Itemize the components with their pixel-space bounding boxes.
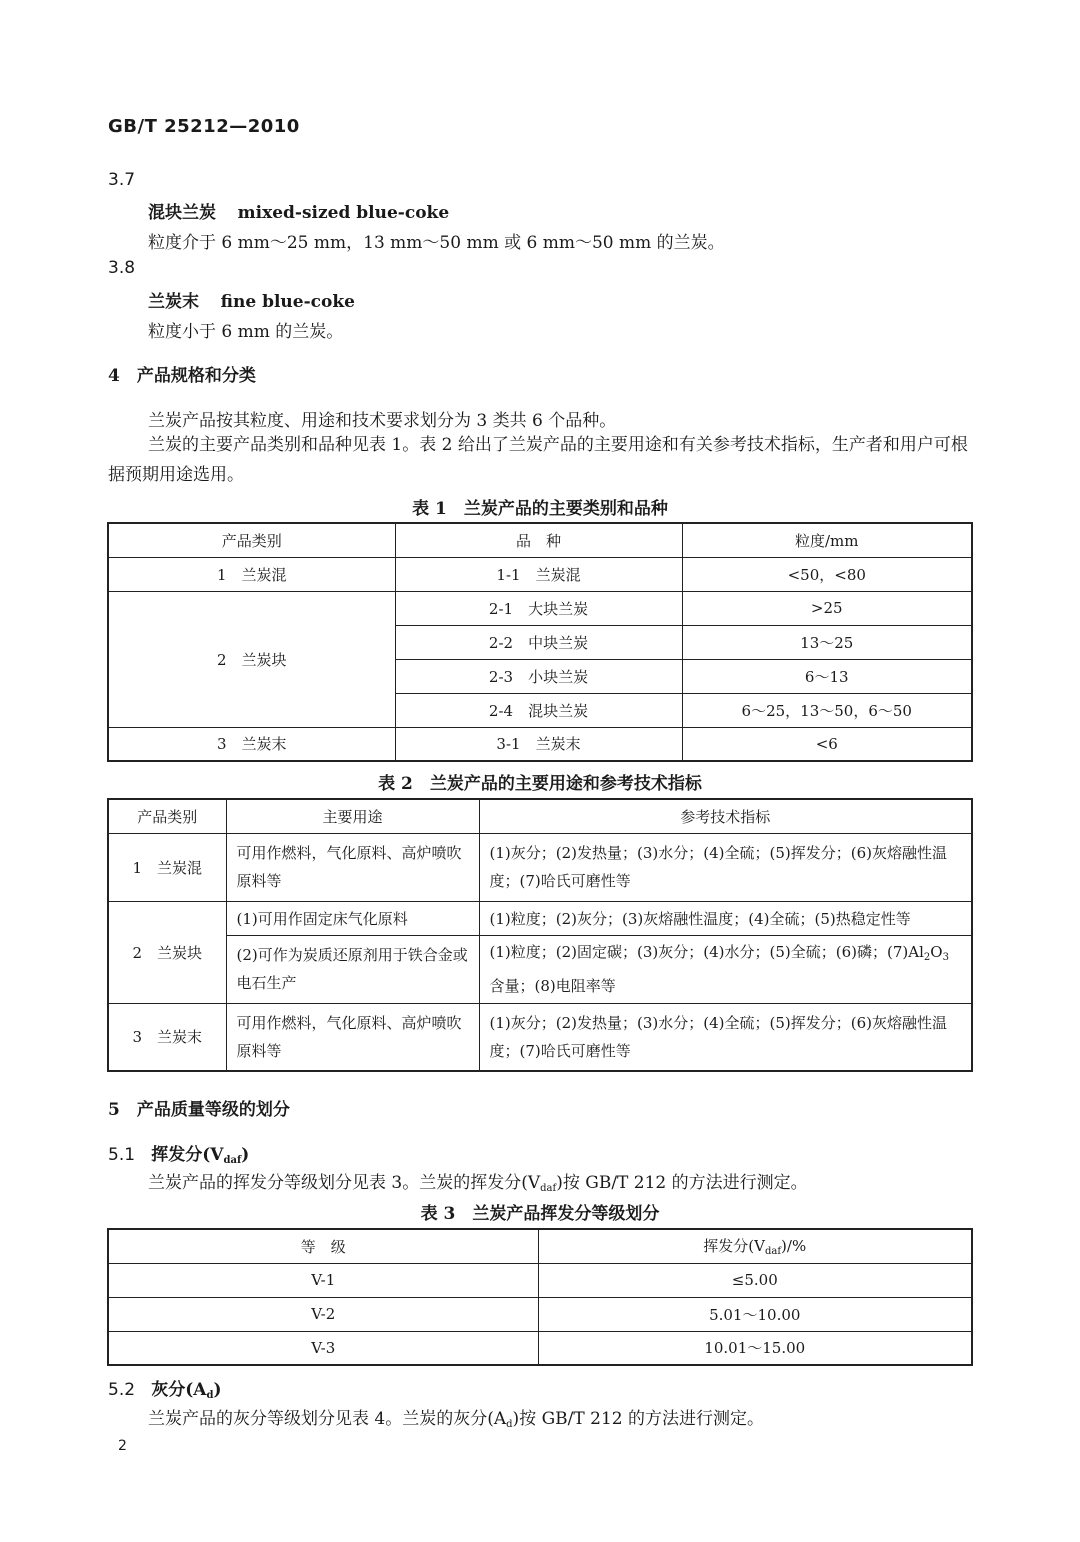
term-3-7: [148, 198, 449, 223]
grade-cell: V-1: [108, 1263, 538, 1297]
section-5-heading: 5 产品质量等级的划分: [108, 1100, 290, 1120]
subscript: 3: [942, 952, 949, 963]
subscript: 2: [923, 952, 931, 963]
use-cell: (1)可用作固定床气化原料: [226, 901, 479, 935]
size-cell: <6: [682, 727, 972, 761]
clause-5-2-text: [148, 1404, 764, 1430]
table-header-row: [108, 523, 972, 557]
subscript: daf: [223, 1155, 242, 1166]
header-text: )/%: [781, 1237, 807, 1256]
indicator-text: (1)粒度；(2)固定碳；(3)灰分；(4)水分；(5)全硫；(6)磷；(7)Al: [489, 943, 924, 961]
term-3-8: [148, 287, 355, 312]
header-cell: 主要用途: [226, 799, 479, 833]
value-cell: 5.01～10.00: [538, 1297, 972, 1331]
size-cell: <50，<80: [682, 557, 972, 591]
grade-cell: V-3: [108, 1331, 538, 1365]
category-cell: 1 兰炭混: [108, 833, 226, 901]
clause-5-2-heading: [108, 1375, 222, 1401]
clause-5-1-heading: [108, 1140, 249, 1166]
definition-3-7: 粒度介于 6 mm～25 mm，13 mm～50 mm 或 6 mm～50 mm 的兰炭。: [148, 233, 725, 253]
variety-cell: 2-2 中块兰炭: [395, 625, 682, 659]
table-3-caption: 表 3 兰炭产品挥发分等级划分: [420, 1204, 660, 1224]
header-cell: 粒度/mm: [682, 523, 972, 557]
clause-title: 挥发分(V: [151, 1145, 224, 1165]
indicator-text: 含量；(8)电阻率等: [489, 977, 616, 995]
section-4-paragraph-2: 兰炭的主要产品类别和品种见表 1。表 2 给出了兰炭产品的主要用途和有关参考技术指标，生产者和用户可根据预期用途选用。: [108, 435, 968, 485]
category-cell: 3 兰炭末: [108, 1003, 226, 1071]
header-text: 挥发分(V: [703, 1237, 765, 1256]
grade-cell: V-2: [108, 1297, 538, 1331]
clause-title: ): [241, 1145, 250, 1165]
size-cell: >25: [682, 591, 972, 625]
page-number: 2: [118, 1438, 127, 1454]
table-row: [108, 727, 972, 761]
category-cell: 1 兰炭混: [108, 557, 395, 591]
table-2: [107, 798, 973, 1072]
table-row: [108, 935, 972, 1003]
definition-3-8: 粒度小于 6 mm 的兰炭。: [148, 322, 344, 342]
header-cell: 等 级: [108, 1229, 538, 1263]
use-cell: 可用作燃料，气化原料、高炉喷吹原料等: [226, 833, 479, 901]
table-row: [108, 557, 972, 591]
table-1-caption: 表 1 兰炭产品的主要类别和品种: [412, 499, 668, 519]
section-4-heading: 4 产品规格和分类: [108, 366, 256, 386]
clause-text: )按 GB/T 212 的方法进行测定。: [512, 1409, 764, 1429]
clause-title: 灰分(A: [151, 1380, 207, 1400]
clause-number-3-8: 3.8: [108, 258, 136, 278]
header-cell: 产品类别: [108, 799, 226, 833]
table-header-row: [108, 799, 972, 833]
indicator-cell: (1)灰分；(2)发热量；(3)水分；(4)全硫；(5)挥发分；(6)灰熔融性温度；(7)哈氏可磨性等: [479, 1003, 972, 1071]
variety-cell: 2-4 混块兰炭: [395, 693, 682, 727]
standard-number: GB/T 25212—2010: [108, 116, 300, 137]
value-cell: ≤5.00: [538, 1263, 972, 1297]
section-4-paragraph-1: 兰炭产品按其粒度、用途和技术要求划分为 3 类共 6 个品种。: [148, 411, 617, 431]
variety-cell: 2-3 小块兰炭: [395, 659, 682, 693]
header-cell: 产品类别: [108, 523, 395, 557]
table-1: [107, 522, 973, 762]
indicator-cell: (1)粒度；(2)灰分；(3)灰熔融性温度；(4)全硫；(5)热稳定性等: [479, 901, 972, 935]
value-cell: 10.01～15.00: [538, 1331, 972, 1365]
size-cell: 6～13: [682, 659, 972, 693]
header-cell: [538, 1229, 972, 1263]
category-cell: 2 兰炭块: [108, 901, 226, 1003]
term-en: fine blue-coke: [220, 292, 355, 312]
table-row: [108, 1263, 972, 1297]
table-header-row: [108, 1229, 972, 1263]
indicator-cell: [479, 935, 972, 1003]
clause-number: 5.2: [108, 1380, 136, 1400]
table-row: [108, 1297, 972, 1331]
indicator-cell: (1)灰分；(2)发热量；(3)水分；(4)全硫；(5)挥发分；(6)灰熔融性温度；(7)哈氏可磨性等: [479, 833, 972, 901]
subscript: d: [206, 1390, 214, 1401]
term-en: mixed-sized blue-coke: [237, 203, 450, 223]
clause-title: ): [213, 1380, 222, 1400]
variety-cell: 2-1 大块兰炭: [395, 591, 682, 625]
table-2-caption: 表 2 兰炭产品的主要用途和参考技术指标: [378, 774, 702, 794]
category-cell: 3 兰炭末: [108, 727, 395, 761]
subscript: daf: [540, 1183, 557, 1194]
use-cell: 可用作燃料，气化原料、高炉喷吹原料等: [226, 1003, 479, 1071]
header-cell: 参考技术指标: [479, 799, 972, 833]
clause-number-3-7: 3.7: [108, 170, 136, 190]
size-cell: 6～25，13～50，6～50: [682, 693, 972, 727]
indicator-text: O: [930, 943, 943, 961]
term-cn: 混块兰炭: [148, 203, 216, 223]
size-cell: 13～25: [682, 625, 972, 659]
table-row: [108, 1003, 972, 1071]
clause-5-1-text: [148, 1168, 808, 1194]
clause-number: 5.1: [108, 1145, 136, 1165]
clause-text: 兰炭产品的挥发分等级划分见表 3。兰炭的挥发分(V: [148, 1173, 541, 1193]
variety-cell: 1-1 兰炭混: [395, 557, 682, 591]
table-row: [108, 1331, 972, 1365]
subscript: daf: [764, 1246, 782, 1258]
header-cell: 品 种: [395, 523, 682, 557]
variety-cell: 3-1 兰炭末: [395, 727, 682, 761]
clause-text: )按 GB/T 212 的方法进行测定。: [556, 1173, 808, 1193]
table-row: [108, 833, 972, 901]
table-row: [108, 901, 972, 935]
use-cell: (2)可作为炭质还原剂用于铁合金或电石生产: [226, 935, 479, 1003]
category-cell: 2 兰炭块: [108, 591, 395, 727]
term-cn: 兰炭末: [148, 292, 199, 312]
subscript: d: [506, 1419, 513, 1430]
clause-text: 兰炭产品的灰分等级划分见表 4。兰炭的灰分(A: [148, 1409, 507, 1429]
table-3: [107, 1228, 973, 1366]
table-row: [108, 591, 972, 625]
